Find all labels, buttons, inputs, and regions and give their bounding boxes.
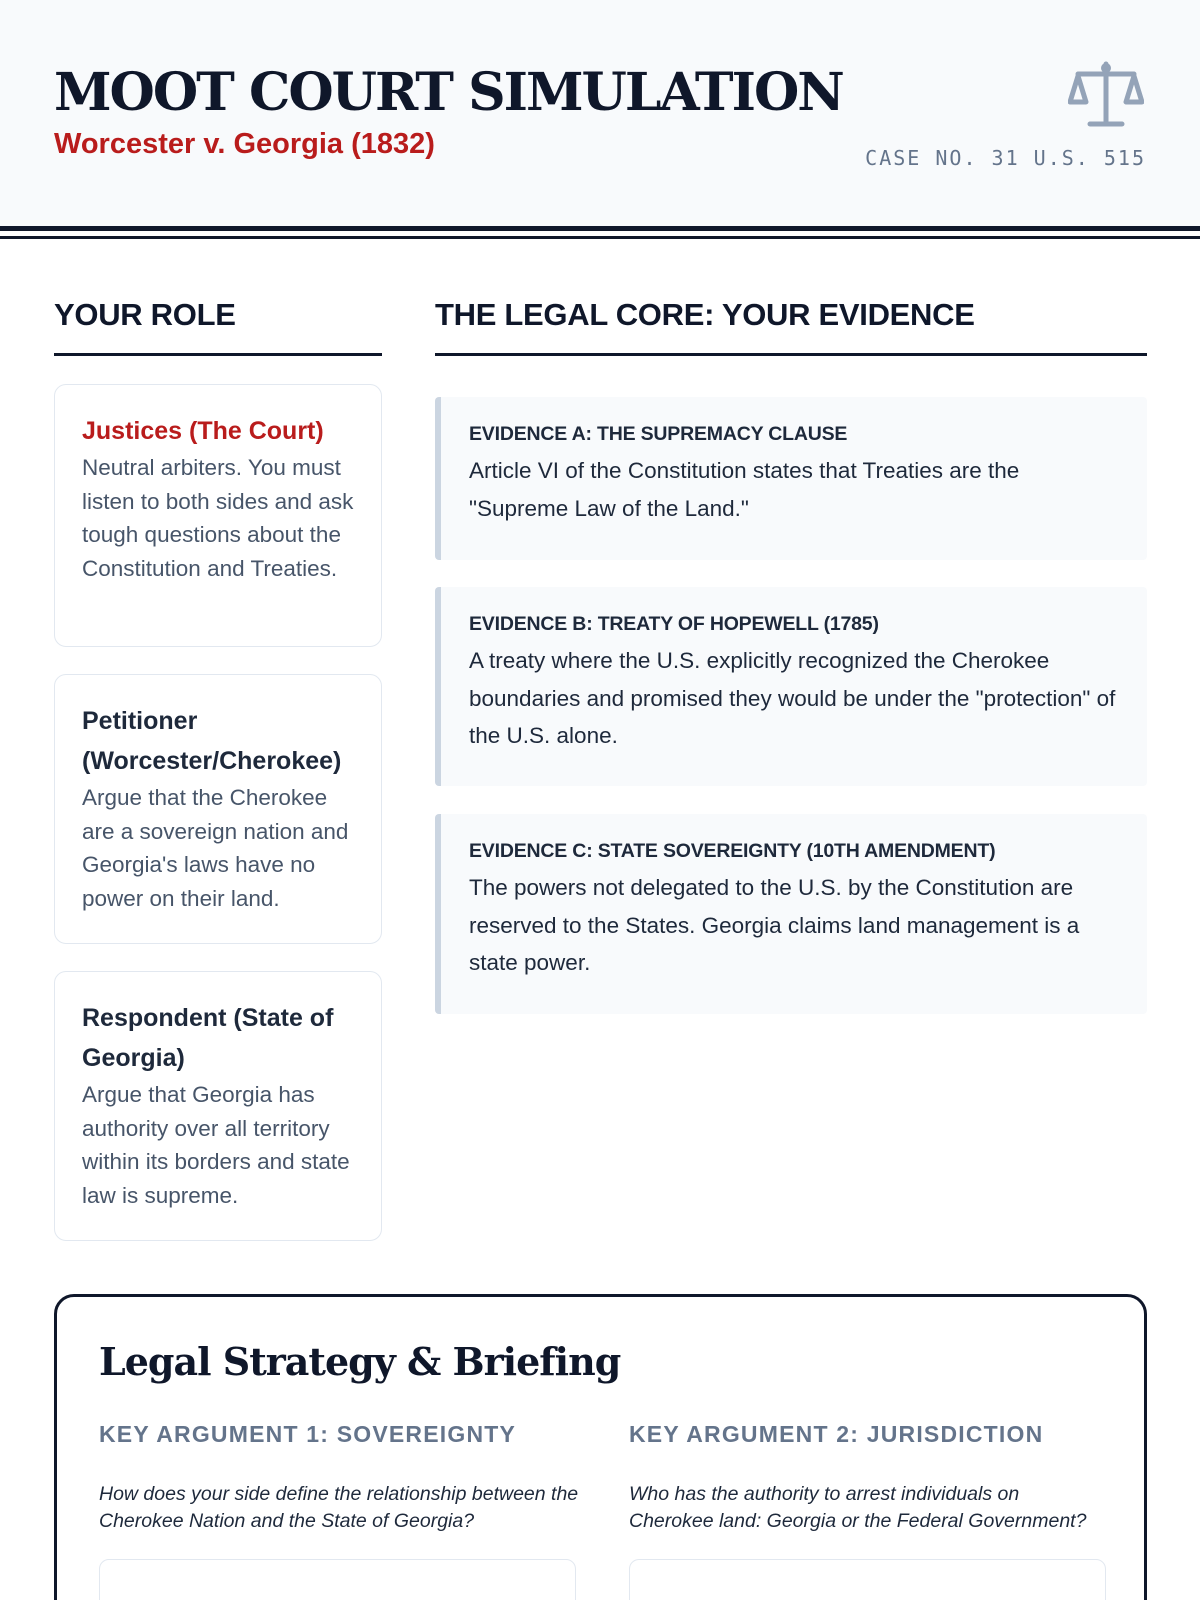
roles-heading: YOUR ROLE: [54, 297, 236, 332]
role-title: Justices (The Court): [82, 417, 324, 445]
evidence-heading: THE LEGAL CORE: YOUR EVIDENCE: [435, 297, 975, 332]
argument-1-question: How does your side define the relationship between the Cherokee Nation and the State of Georgia?: [99, 1483, 579, 1532]
evidence-label: EVIDENCE B: TREATY OF HOPEWELL (1785): [469, 613, 879, 635]
role-description: Neutral arbiters. You must listen to both sides and ask tough questions about the Constitution and Treaties.: [82, 455, 354, 581]
role-card-respondent: [54, 971, 382, 1241]
case-number: CASE NO. 31 U.S. 515: [865, 146, 1146, 170]
page-header: [0, 0, 1200, 228]
evidence-card-c: [435, 814, 1147, 1014]
role-card-justices: [54, 384, 382, 647]
role-description: Argue that the Cherokee are a sovereign nation and Georgia's laws have no power on their land.: [82, 785, 349, 911]
briefing-panel: [54, 1294, 1147, 1600]
role-description: Argue that Georgia has authority over all territory within its borders and state law is supreme.: [82, 1082, 350, 1208]
role-title: Petitioner (Worcester/Cherokee): [82, 707, 342, 775]
argument-2-heading: KEY ARGUMENT 2: JURISDICTION: [629, 1421, 1044, 1447]
evidence-text: Article VI of the Constitution states that Treaties are the "Supreme Law of the Land.": [469, 458, 1020, 521]
evidence-card-a: [435, 397, 1147, 560]
evidence-heading-rule: [435, 353, 1147, 356]
evidence-text: A treaty where the U.S. explicitly recognized the Cherokee boundaries and promised they would be under the "protection" of the U.S. alone.: [469, 648, 1116, 748]
role-title: Respondent (State of Georgia): [82, 1004, 334, 1072]
role-card-petitioner: [54, 674, 382, 944]
briefing-title: Legal Strategy & Briefing: [99, 1339, 621, 1384]
header-divider-thin: [0, 236, 1200, 239]
evidence-label: EVIDENCE C: STATE SOVEREIGNTY (10TH AMENDMENT): [469, 840, 996, 862]
argument-1-response-field[interactable]: [99, 1559, 576, 1600]
page-title: MOOT COURT SIMULATION: [54, 62, 843, 123]
case-subtitle: Worcester v. Georgia (1832): [54, 128, 435, 160]
evidence-label: EVIDENCE A: THE SUPREMACY CLAUSE: [469, 423, 848, 445]
roles-heading-rule: [54, 353, 382, 356]
header-divider: [0, 226, 1200, 231]
evidence-text: The powers not delegated to the U.S. by the Constitution are reserved to the States. Georgia claims land management is a state power.: [469, 875, 1080, 975]
argument-2-question: Who has the authority to arrest individuals on Cherokee land: Georgia or the Federal Government?: [629, 1483, 1087, 1532]
evidence-card-b: [435, 587, 1147, 786]
argument-1-heading: KEY ARGUMENT 1: SOVEREIGNTY: [99, 1421, 517, 1447]
scales-of-justice-icon: [1068, 60, 1144, 130]
argument-2-response-field[interactable]: [629, 1559, 1106, 1600]
